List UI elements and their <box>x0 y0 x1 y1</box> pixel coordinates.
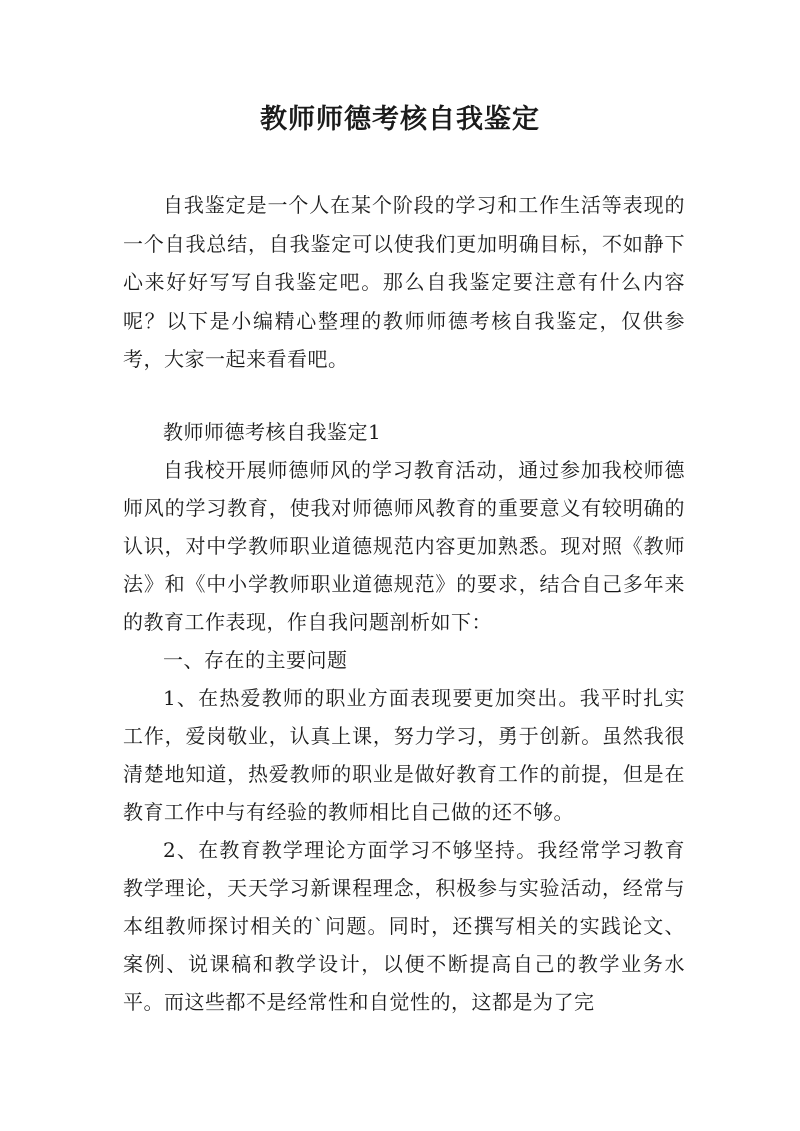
intro-section <box>123 186 685 379</box>
section-heading-block <box>123 413 685 451</box>
main-body <box>123 451 685 1021</box>
body-paragraph: 自我校开展师德师风的学习教育活动，通过参加我校师德师风的学习教育，使我对师德师风教育的重要意义有较明确的认识，对中学教师职业道德规范内容更加熟悉。现对照《教师法》和《中小学教师职业道德规范》的要求，结合自己多年来的教育工作表现，作自我问题剖析如下： <box>123 458 685 634</box>
document-title: 教师师德考核自我鉴定 <box>260 104 540 135</box>
body-paragraph: 2、在教育教学理论方面学习不够坚持。我经常学习教育教学理论，天天学习新课程理念，积极参与实验活动，经常与本组教师探讨相关的`问题。同时，还撰写相关的实践论文、案例、说课稿和教学设计，以便不断提高自己的教学业务水平。而这些都不是经常性和自觉性的，这都是为了完 <box>123 838 685 1014</box>
intro-paragraph: 自我鉴定是一个人在某个阶段的学习和工作生活等表现的一个自我总结，自我鉴定可以使我们更加明确目标，不如静下心来好好写写自我鉴定吧。那么自我鉴定要注意有什么内容呢？以下是小编精心整理的教师师德考核自我鉴定，仅供参考，大家一起来看看吧。 <box>123 193 685 371</box>
subheading-problems: 一、存在的主要问题 <box>163 648 348 672</box>
body-paragraph: 1、在热爱教师的职业方面表现要更加突出。我平时扎实工作，爱岗敬业，认真上课，努力学习，勇于创新。虽然我很清楚地知道，热爱教师的职业是做好教育工作的前提，但是在教育工作中与有经验的教师相比自己做的还不够。 <box>123 686 685 824</box>
section-heading: 教师师德考核自我鉴定1 <box>163 420 382 444</box>
